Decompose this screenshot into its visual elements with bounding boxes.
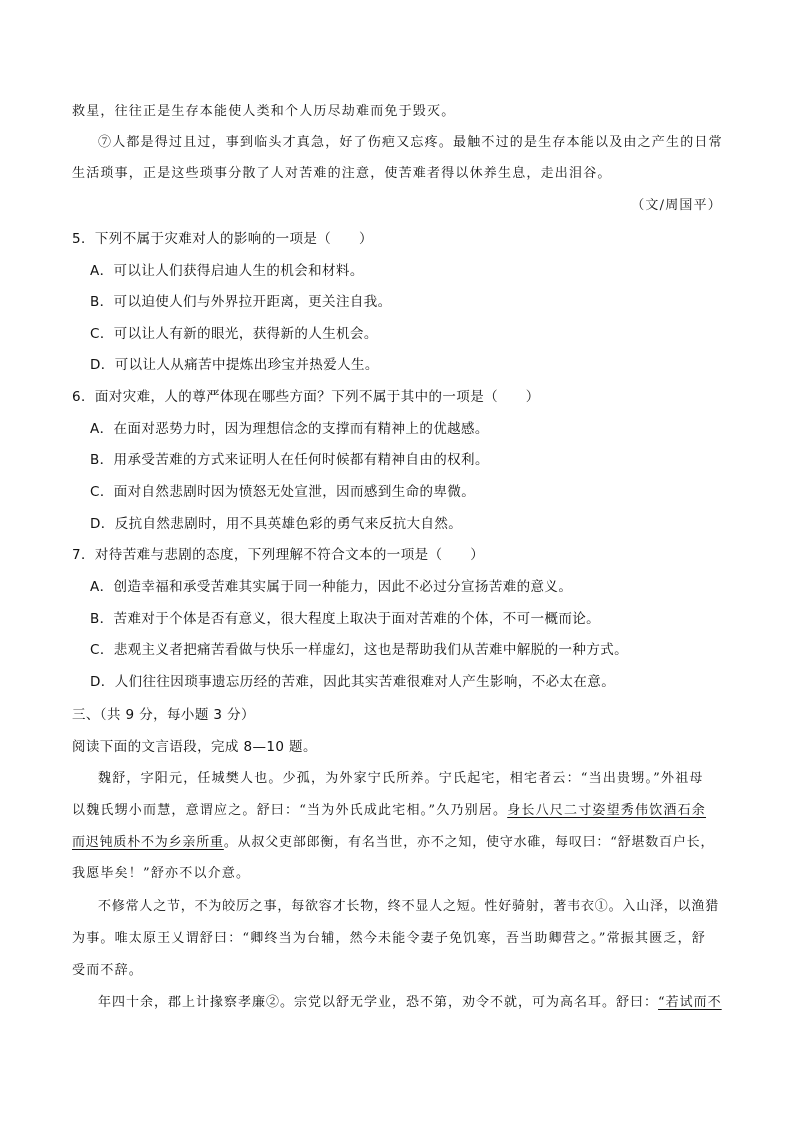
- classical-paragraph-3: [98, 993, 722, 1013]
- classical-paragraph-1-line-3: [72, 833, 714, 853]
- question-7-stem: 7．对待苦难与悲剧的态度，下列理解不符合文本的一项是（ ）: [72, 547, 485, 563]
- section-3-instruction: 阅读下面的文言语段，完成 8—10 题。: [72, 739, 317, 755]
- classical-text: 。从叔父吏部郎衡，有名当世，亦不之知，使守水碓，每叹曰：“舒堪数百户长，: [223, 835, 715, 850]
- question-6-option-a: A．在面对恶势力时，因为理想信念的支撑而有精神上的优越感。: [90, 421, 489, 437]
- classical-paragraph-1-line-2: [72, 801, 706, 821]
- passage-paragraph-7: ⑦人都是得过且过，事到临头才真急，好了伤疤又忘疼。最触不过的是生存本能以及由之产生的日常: [98, 135, 723, 150]
- underlined-sentence: 身长八尺二寸姿望秀伟饮酒石余: [507, 803, 707, 818]
- underlined-sentence-3: “若试而不: [658, 995, 722, 1010]
- question-6-option-b: B．用承受苦难的方式来证明人在任何时候都有精神自由的权利。: [90, 452, 489, 468]
- classical-paragraph-2: 不修常人之节，不为皎厉之事，每欲容才长物，终不显人之短。性好骑射，著韦衣①。入山泽，以渔猎: [98, 899, 720, 914]
- question-7-option-c: C．悲观主义者把痛苦看做与快乐一样虚幻，这也是帮助我们从苦难中解脱的一种方式。: [90, 642, 629, 658]
- passage-source: （文/周国平）: [631, 198, 722, 213]
- question-5-option-b: B．可以迫使人们与外界拉开距离，更关注自我。: [90, 294, 392, 310]
- classical-text: 年四十余，郡上计掾察孝廉②。宗党以舒无学业，恐不第，劝令不就，可为高名耳。舒曰：: [98, 995, 659, 1010]
- classical-paragraph-1-line-4: 我愿毕矣！”舒亦不以介意。: [72, 866, 251, 881]
- classical-paragraph-1: 魏舒，字阳元，任城樊人也。少孤，为外家宁氏所养。宁氏起宅，相宅者云：“当出贵甥。”外祖母: [98, 771, 704, 786]
- question-7-option-b: B．苦难对于个体是否有意义，很大程度上取决于面对苦难的个体，不可一概而论。: [90, 611, 601, 627]
- question-5-option-d: D．可以让人从痛苦中提炼出珍宝并热爱人生。: [90, 357, 379, 373]
- passage-paragraph-6-end: 救星，往往正是生存本能使人类和个人历尽劫难而免于毁灭。: [72, 104, 456, 119]
- question-5-option-a: A．可以让人们获得启迪人生的机会和材料。: [90, 263, 364, 279]
- question-6-stem: 6．面对灾难，人的尊严体现在哪些方面？下列不属于其中的一项是（ ）: [72, 389, 540, 405]
- classical-paragraph-2-line-3: 受而不辞。: [72, 963, 144, 978]
- question-6-option-d: D．反抗自然悲剧时，用不具英雄色彩的勇气来反抗大自然。: [90, 516, 463, 532]
- passage-paragraph-7-cont: 生活琐事，正是这些琐事分散了人对苦难的注意，使苦难者得以休养生息，走出泪谷。: [72, 166, 612, 181]
- question-5-option-c: C．可以让人有新的眼光，获得新的人生机会。: [90, 326, 378, 342]
- question-5-stem: 5．下列不属于灾难对人的影响的一项是（ ）: [72, 231, 373, 247]
- section-3-heading: 三、（共 9 分，每小题 3 分）: [72, 707, 255, 723]
- classical-paragraph-2-line-2: 为事。唯太原王乂谓舒曰：“卿终当为台辅，然今未能令妻子免饥寒，吾当助卿营之。”常振其匮乏，舒: [72, 931, 706, 946]
- classical-text: 以魏氏甥小而慧，意谓应之。舒曰：“当为外氏成此宅相。”久乃别居。: [72, 803, 508, 818]
- question-7-option-d: D．人们往往因琐事遗忘历经的苦难，因此其实苦难很难对人产生影响，不必太在意。: [90, 674, 616, 690]
- question-6-option-c: C．面对自然悲剧时因为愤怒无处宣泄，因而感到生命的卑微。: [90, 484, 476, 500]
- question-7-option-a: A．创造幸福和承受苦难其实属于同一种能力，因此不必过分宣扬苦难的意义。: [90, 579, 573, 595]
- underlined-sentence-cont: 而迟钝质朴不为乡亲所重: [72, 835, 224, 850]
